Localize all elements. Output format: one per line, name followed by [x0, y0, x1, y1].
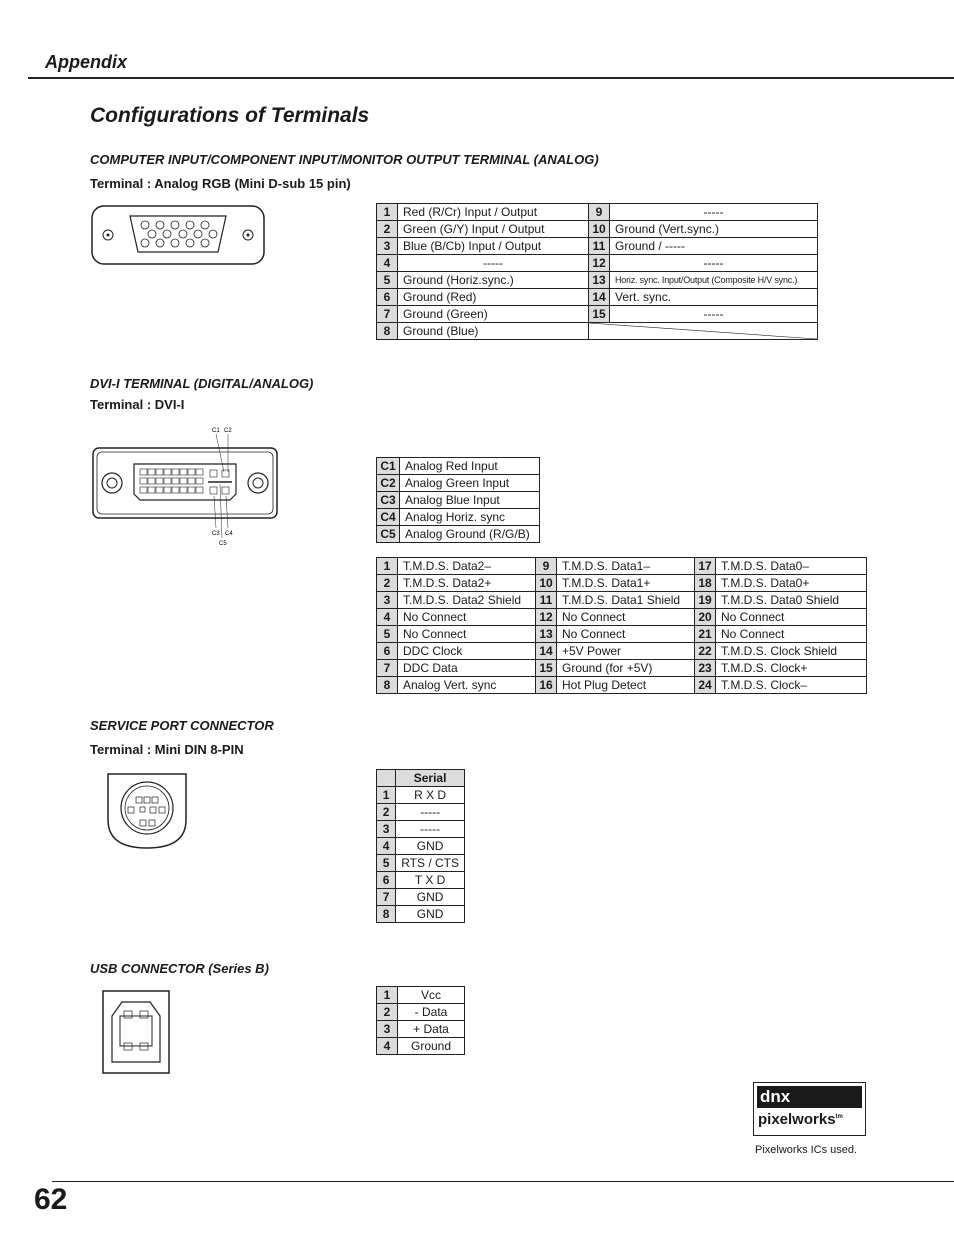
- usb-pin-table: 1 Vcc 2 - Data 3 + Data 4 Ground: [376, 986, 465, 1055]
- page-title: Configurations of Terminals: [90, 104, 370, 127]
- dvi-connector-icon: [90, 424, 280, 550]
- dsub15-connector-icon: [90, 204, 266, 268]
- dvi-heading: DVI-I TERMINAL (DIGITAL/ANALOG): [90, 376, 314, 391]
- section-header: Appendix: [45, 52, 128, 72]
- dvi-analog-pin-table: C1 Analog Red Input C2 Analog Green Input C3 Analog Blue Input C4 Analog Horiz. sync C5 Analog Ground (R/G/B): [376, 457, 540, 543]
- dnx-logo-text: dnx: [757, 1086, 862, 1108]
- analog-pin-table: 1 Red (R/Cr) Input / Output 9 ----- 2 Green (G/Y) Input / Output 10 Ground (Vert.sync.) 3 Blue (B/Cb) Input / Output 11 Ground / ----- 4 ----- 12 ----- 5 Ground (Horiz.sync.) 13 Horiz. sync. Input/Output (Composite H/V sync.) 6 Ground (Red) 14 Vert. sync. 7 Ground (Green) 15 ----- 8 Ground (Blue): [376, 203, 818, 340]
- service-heading: SERVICE PORT CONNECTOR: [90, 718, 274, 733]
- svg-text:C2: C2: [224, 428, 232, 434]
- page-number: 62: [34, 1183, 68, 1216]
- dvi-digital-pin-table: 1 T.M.D.S. Data2– 9 T.M.D.S. Data1– 17 T.M.D.S. Data0– 2 T.M.D.S. Data2+ 10 T.M.D.S. Data1+ 18 T.M.D.S. Data0+ 3 T.M.D.S. Data2 Shield 11 T.M.D.S. Data1 Shield 19 T.M.D.S. Data0 Shield 4 No Connect 12 No Connect 20 No Connect 5 No Connect 13 No Connect 21 No Connect 6 DDC Clock 14 +5V Power 22 T.M.D.S. Clock Shield 7 DDC Data 15 Ground (for +5V) 23 T.M.D.S. Clock+ 8 Analog Vert. sync 16 Hot Plug Detect 24 T.M.D.S. Clock–: [376, 557, 867, 694]
- analog-terminal-label: Terminal : Analog RGB (Mini D-sub 15 pin): [90, 176, 351, 191]
- logo-caption: Pixelworks ICs used.: [755, 1144, 858, 1156]
- usb-b-connector-icon: [100, 988, 172, 1076]
- svg-text:C5: C5: [219, 541, 227, 547]
- svg-text:C1: C1: [212, 428, 220, 434]
- footer-rule: [52, 1181, 954, 1182]
- svg-text:C3: C3: [212, 531, 220, 537]
- service-pin-table: Serial 1 R X D 2 ----- 3 ----- 4 GND 5 RTS / CTS 6 T X D 7 GND 8 GND: [376, 769, 465, 923]
- service-terminal-label: Terminal : Mini DIN 8-PIN: [90, 742, 244, 757]
- svg-text:C4: C4: [225, 531, 233, 537]
- header-rule: [28, 77, 954, 79]
- pixelworks-logo: [753, 1082, 866, 1136]
- pixelworks-logo-text: pixelworks$^{tm}$: [758, 1111, 843, 1128]
- usb-heading: USB CONNECTOR (Series B): [90, 961, 269, 976]
- dvi-terminal-label: Terminal : DVI-I: [90, 397, 185, 412]
- mini-din-connector-icon: [104, 770, 190, 852]
- analog-heading: COMPUTER INPUT/COMPONENT INPUT/MONITOR OUTPUT TERMINAL (ANALOG): [90, 152, 599, 167]
